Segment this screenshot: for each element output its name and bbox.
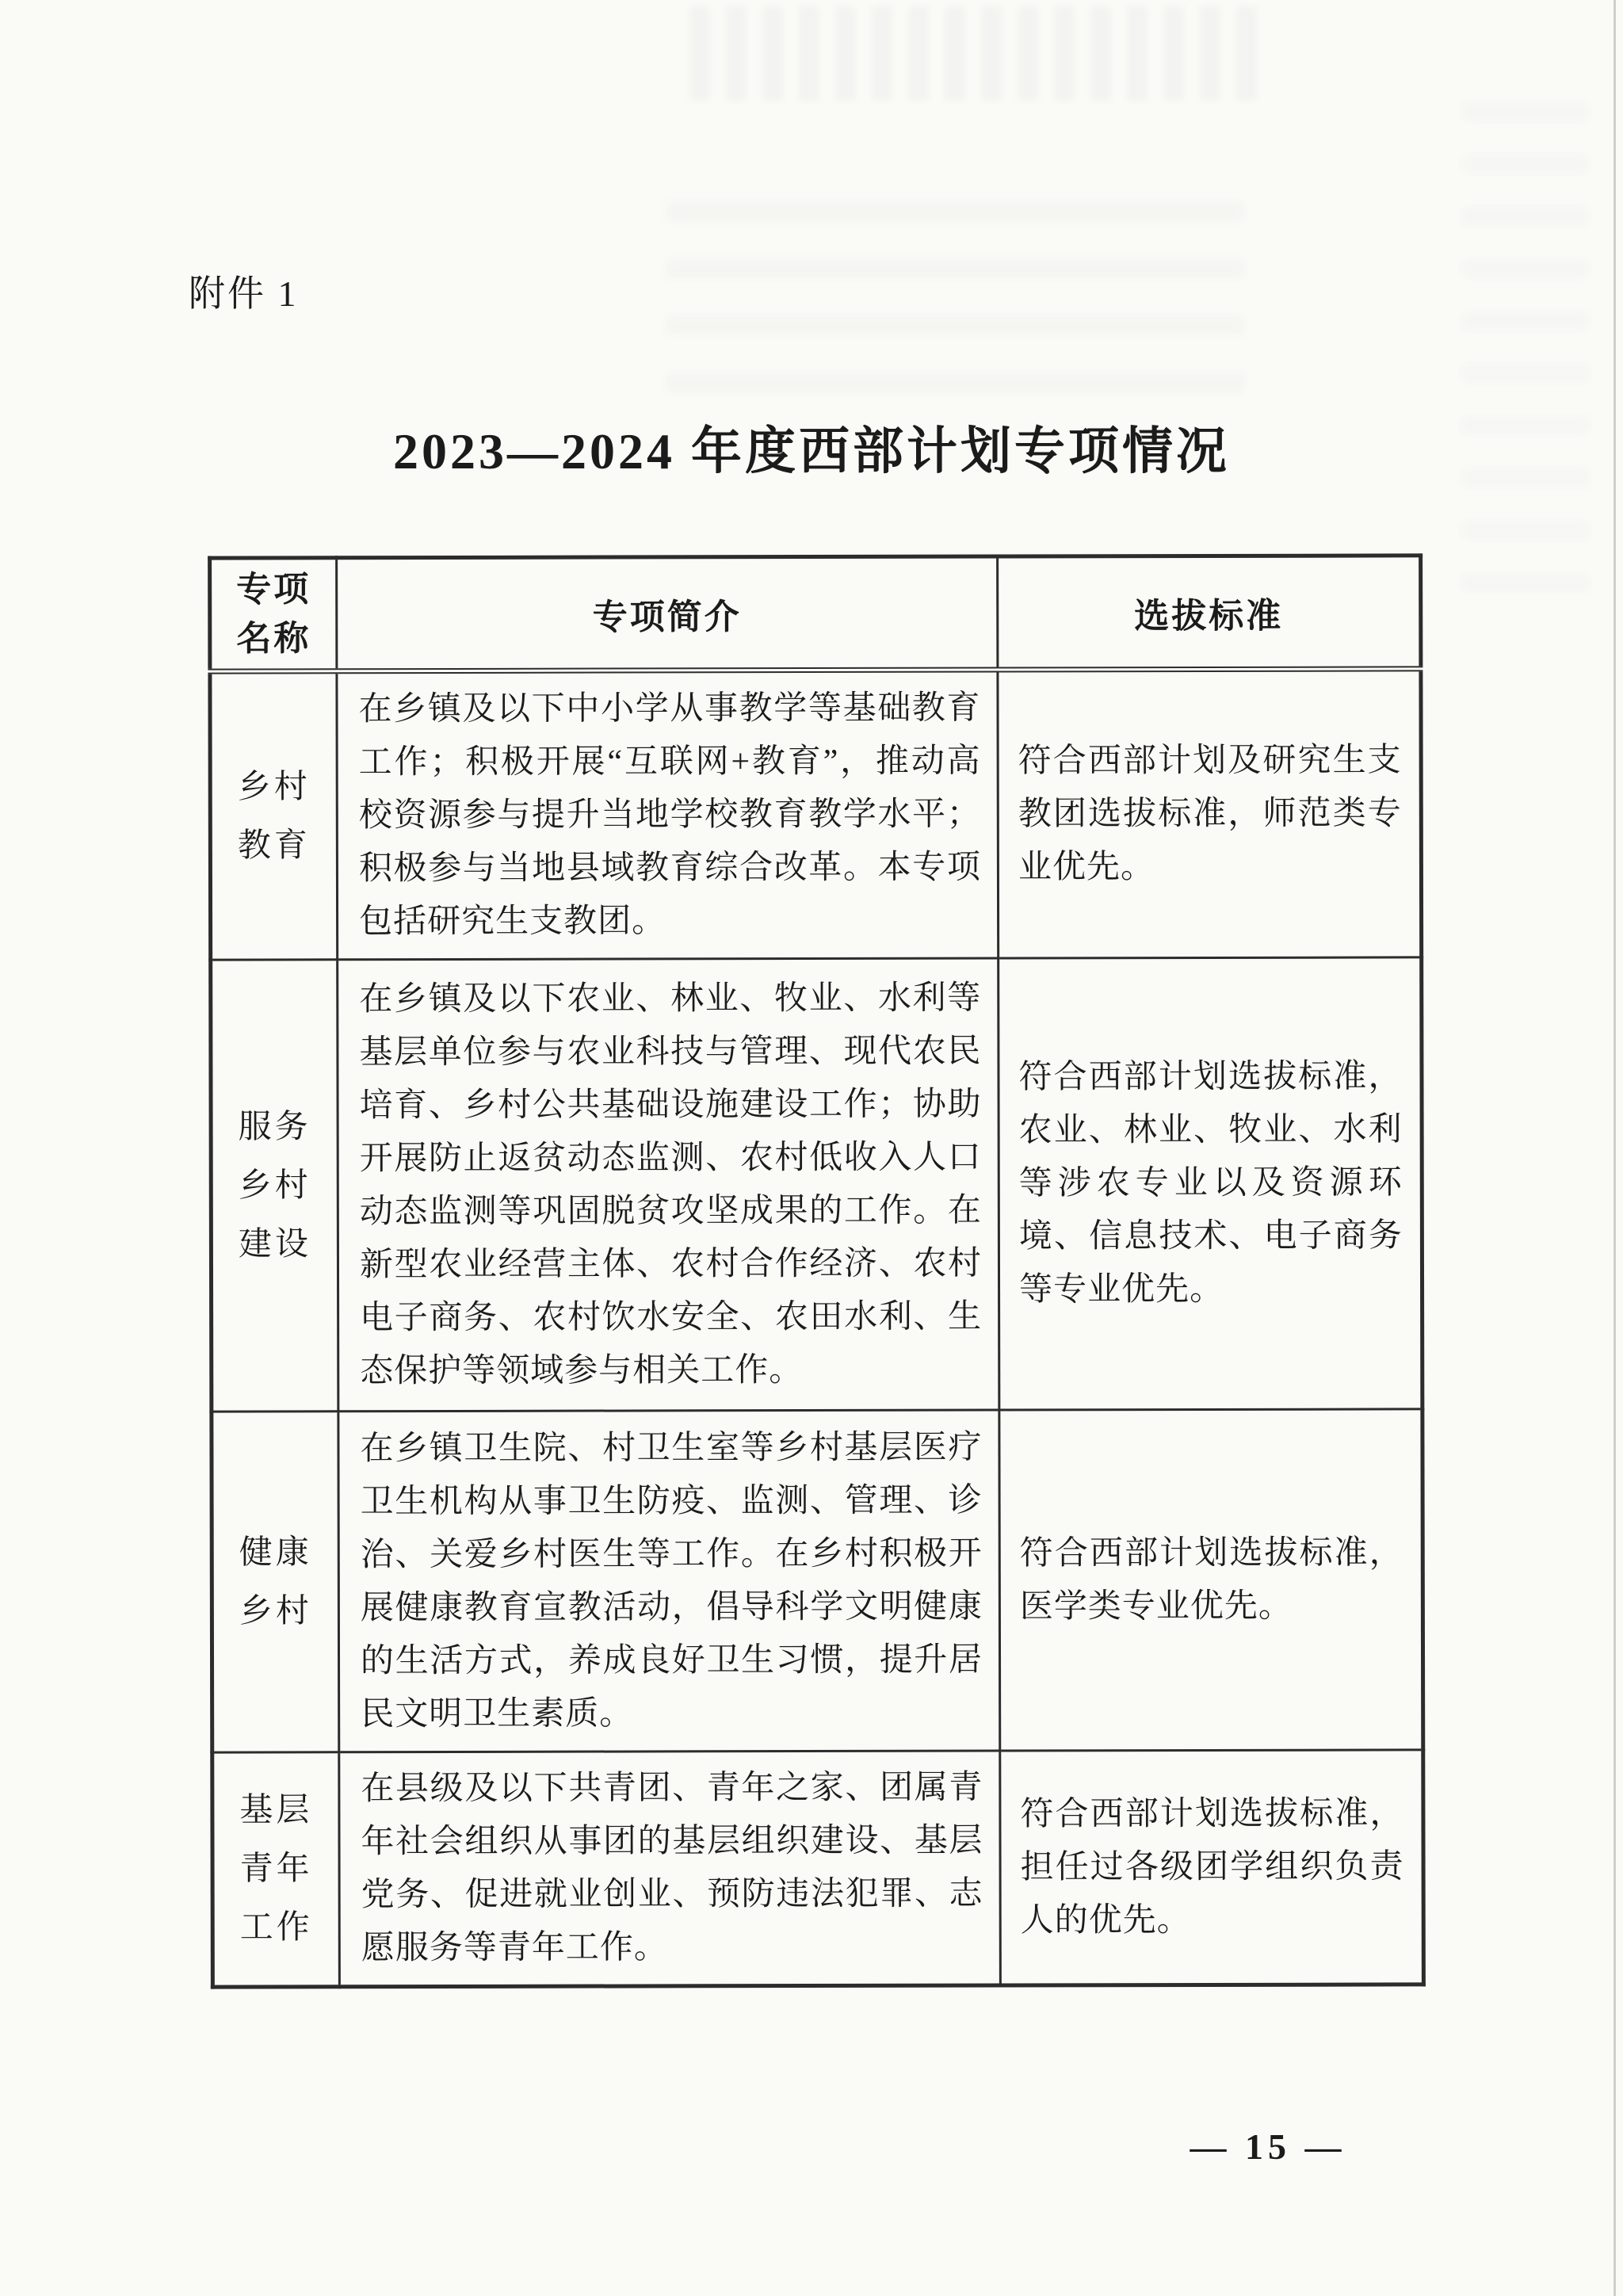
scan-bleedthrough-artifact bbox=[666, 202, 1244, 416]
project-intro-cell: 在乡镇及以下中小学从事教学等基础教育工作；积极开展“互联网+教育”，推动高校资源参与提升当地学校教育教学水平；积极参与当地县域教育综合改革。本专项包括研究生支教团。 bbox=[337, 670, 999, 960]
project-name-label: 服务乡村建设 bbox=[238, 1108, 311, 1263]
projects-table bbox=[208, 553, 1426, 1988]
page-title: 2023—2024 年度西部计划专项情况 bbox=[393, 423, 1230, 479]
page-number: — 15 — bbox=[1190, 2126, 1346, 2167]
project-intro-cell: 在乡镇及以下农业、林业、牧业、水利等基层单位参与农业科技与管理、现代农民培育、乡村公共基础设施建设工作；协助开展防止返贫动态监测、农村低收入人口动态监测等巩固脱贫攻坚成果的工作。在新型农业经营主体、农村合作经济、农村电子商务、农村饮水安全、农田水利、生态保护等领域参与相关工作。 bbox=[338, 958, 999, 1412]
scan-bleedthrough-artifact bbox=[689, 6, 1260, 101]
project-name-label: 乡村教育 bbox=[237, 768, 311, 865]
attachment-label: 附件 1 bbox=[189, 273, 299, 314]
table-row-healthy-village bbox=[212, 1409, 1423, 1752]
project-intro-cell: 在乡镇卫生院、村卫生室等乡村基层医疗卫生机构从事卫生防疫、监测、管理、诊治、关爱乡村医生等工作。在乡村积极开展健康教育宣教活动，倡导科学文明健康的生活方式，养成良好卫生习惯，提升居民文明卫生素质。 bbox=[338, 1410, 1000, 1752]
project-name-label: 健康乡村 bbox=[239, 1534, 312, 1630]
project-name-cell bbox=[212, 1752, 340, 1987]
table-row-grassroots-youth-work bbox=[212, 1750, 1424, 1987]
project-name-cell bbox=[212, 1412, 339, 1752]
table-row-serve-rural-construction bbox=[211, 957, 1423, 1412]
project-criteria-cell: 符合西部计划选拔标准，医学类专业优先。 bbox=[999, 1409, 1423, 1751]
column-header-criteria: 选拔标准 bbox=[998, 556, 1421, 670]
project-intro-cell: 在县级及以下共青团、青年之家、团属青年社会组织从事团的基层组织建设、基层党务、促进就业创业、预防违法犯罪、志愿服务等青年工作。 bbox=[339, 1751, 1001, 1987]
project-name-cell bbox=[211, 960, 338, 1412]
column-header-project-name bbox=[210, 558, 337, 671]
column-header-intro: 专项简介 bbox=[337, 556, 998, 671]
project-criteria-cell: 符合西部计划选拔标准，担任过各级团学组织负责人的优先。 bbox=[1000, 1750, 1424, 1985]
project-criteria-cell: 符合西部计划选拔标准，农业、林业、牧业、水利等涉农专业以及资源环境、信息技术、电子商务等专业优先。 bbox=[999, 957, 1423, 1410]
project-name-label: 基层青年工作 bbox=[239, 1792, 313, 1946]
column-header-project-name-label: 专项名称 bbox=[236, 569, 311, 659]
project-criteria-cell: 符合西部计划及研究生支教团选拔标准，师范类专业优先。 bbox=[998, 669, 1422, 958]
table-row-rural-education bbox=[210, 669, 1422, 960]
project-name-cell bbox=[210, 671, 338, 960]
scan-edge-artifact bbox=[1613, 0, 1616, 2296]
scan-bleedthrough-artifact bbox=[1462, 103, 1589, 610]
table-header-row bbox=[210, 556, 1421, 671]
